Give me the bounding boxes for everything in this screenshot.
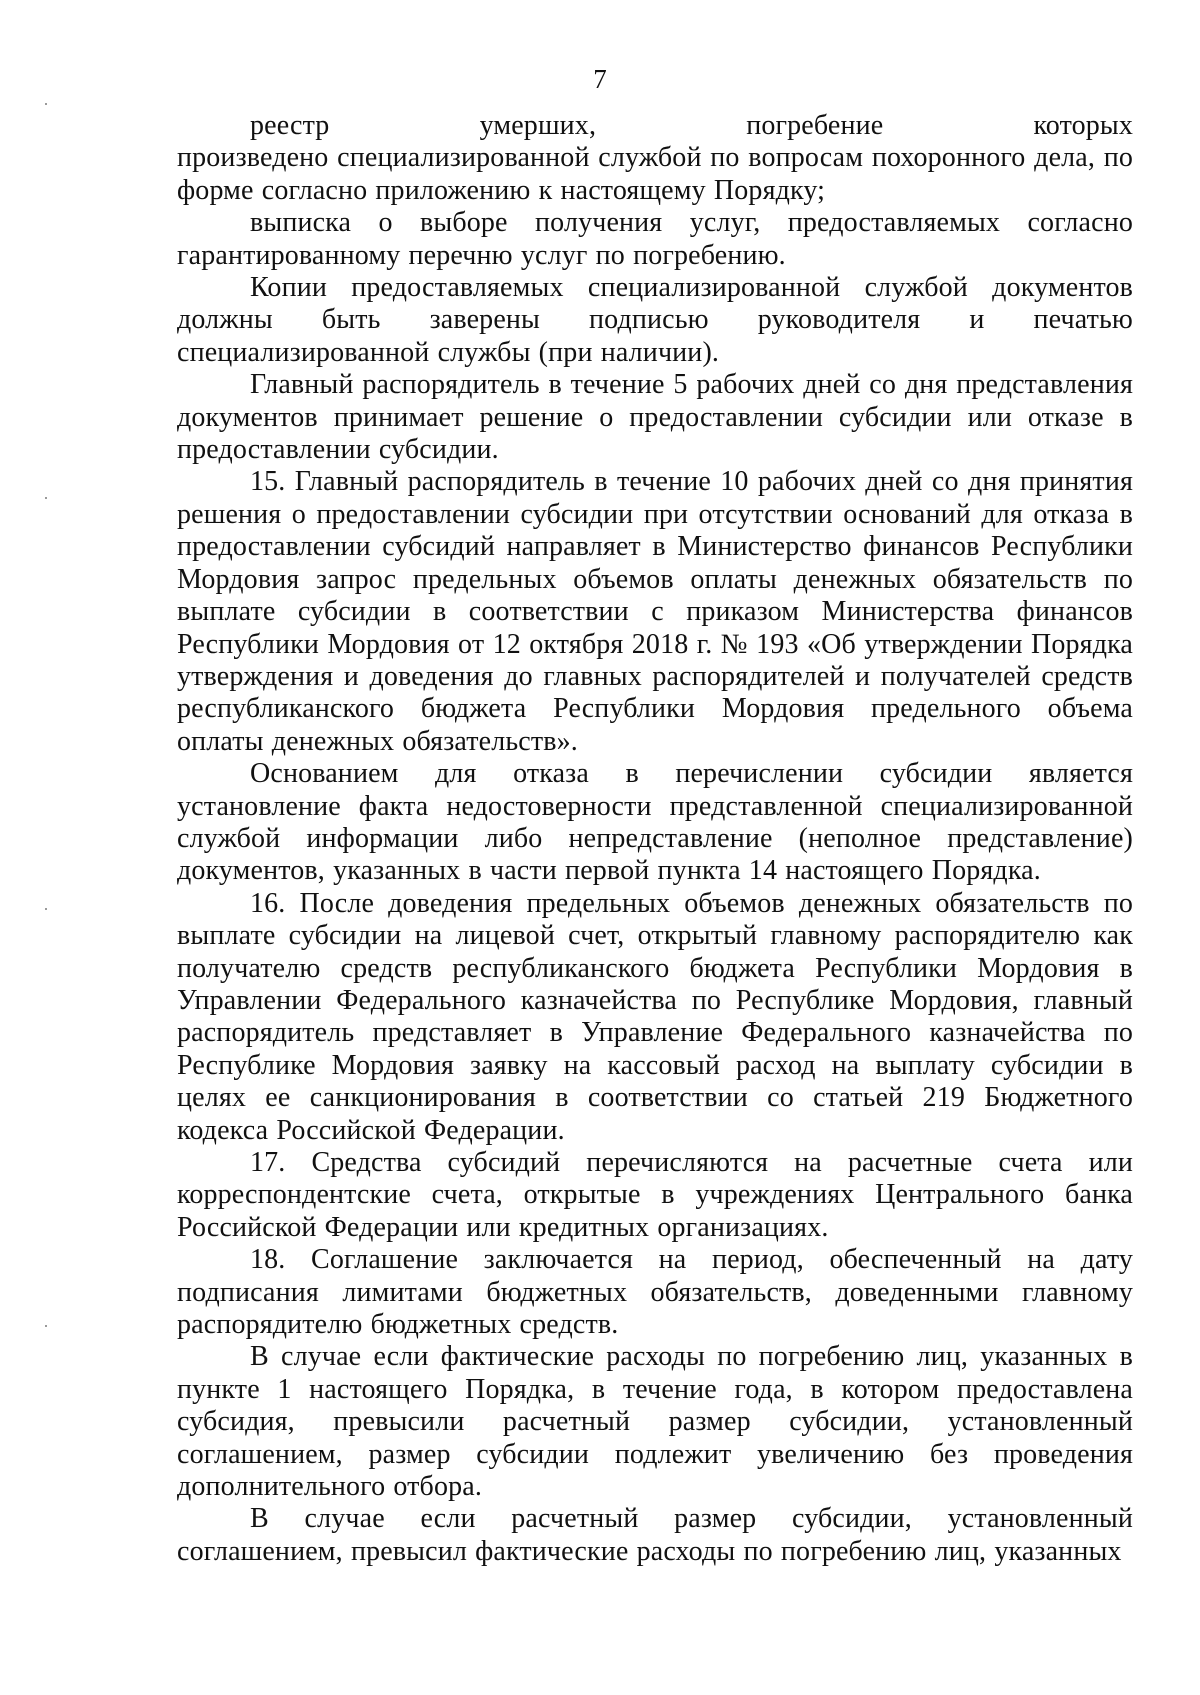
scan-margin-mark: [45, 497, 47, 499]
paragraph-expenses-exceeded: В случае если фактические расходы по погребению лиц, указанных в пункте 1 настоящего Порядка, в течение года, в котором предоставлена субсидия, превысили расчетный размер субсидии, установленный соглашением, размер субсидии подлежит увеличению без проведения дополнительного отбора.: [177, 1341, 1133, 1503]
paragraph-registry-of-deceased: реестр умерших, погребение которых произведено специализированной службой по вопросам похоронного дела, по форме согласно приложению к настоящему Порядку;: [177, 110, 1133, 206]
scan-margin-mark: [45, 103, 47, 105]
paragraph-clause-17: 17. Средства субсидий перечисляются на расчетные счета или корреспондентские счета, открытые в учреждениях Центрального банка Российской Федерации или кредитных организациях.: [177, 1147, 1133, 1243]
paragraph-clause-16: 16. После доведения предельных объемов денежных обязательств по выплате субсидии на лицевой счет, открытый главному распорядителю как получателю средств республиканского бюджета Республики Мордовия в Управлении Федерального казначейства по Республике Мордовия, главный распорядитель представляет в Управление Федерального казначейства по Республике Мордовия заявку на кассовый расход на выплату субсидии в целях ее санкционирования в соответствии со статьей 219 Бюджетного кодекса Российской Федерации.: [177, 887, 1133, 1146]
scan-margin-mark: [45, 1325, 47, 1327]
paragraph-refusal-grounds: Основанием для отказа в перечислении субсидии является установление факта недостоверности представленной специализированной службой информации либо непредставление (неполное представление) документов, указанных в части первой пункта 14 настоящего Порядка.: [177, 758, 1133, 887]
paragraph-decision-timeframe: Главный распорядитель в течение 5 рабочих дней со дня представления документов принимает решение о предоставлении субсидии или отказе в предоставлении субсидии.: [177, 369, 1133, 466]
scan-margin-mark: [45, 908, 47, 910]
paragraph-document-copies: Копии предоставляемых специализированной службой документов должны быть заверены подписью руководителя и печатью специализированной службы (при наличии).: [177, 272, 1133, 368]
paragraph-subsidy-exceeded: В случае если расчетный размер субсидии, установленный соглашением, превысил фактические расходы по погребению лиц, указанных: [177, 1503, 1133, 1567]
paragraph-selection-extract: выписка о выборе получения услуг, предоставляемых согласно гарантированному перечню услуг по погребению.: [177, 207, 1133, 271]
page-number: 7: [593, 64, 607, 94]
paragraph-clause-18: 18. Соглашение заключается на период, обеспеченный на дату подписания лимитами бюджетных обязательств, доведенными главному распорядителю бюджетных средств.: [177, 1244, 1133, 1341]
document-body: [177, 110, 1133, 1568]
paragraph-clause-15: 15. Главный распорядитель в течение 10 рабочих дней со дня принятия решения о предоставлении субсидии при отсутствии оснований для отказа в предоставлении субсидий направляет в Министерство финансов Республики Мордовия запрос предельных объемов оплаты денежных обязательств по выплате субсидии в соответствии с приказом Министерства финансов Республики Мордовия от 12 октября 2018 г. № 193 «Об утверждении Порядка утверждения и доведения до главных распорядителей и получателей средств республиканского бюджета Республики Мордовия предельного объема оплаты денежных обязательств».: [177, 466, 1133, 757]
